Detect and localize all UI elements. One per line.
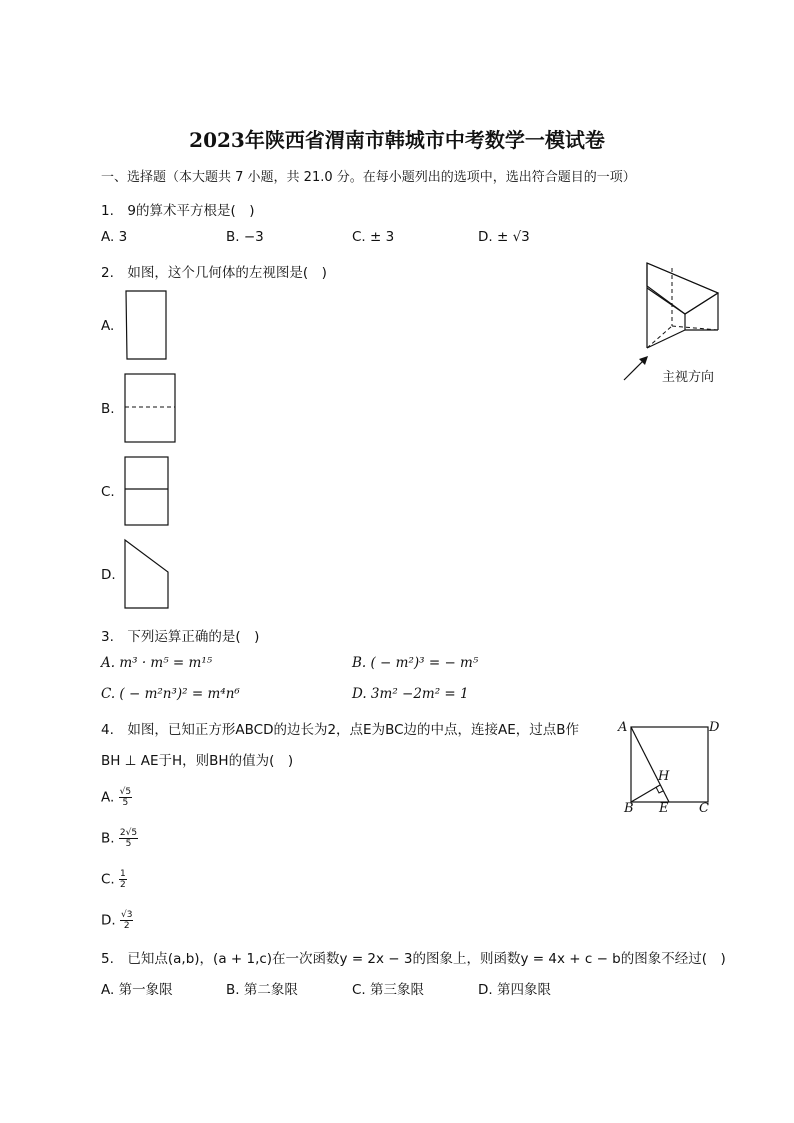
- q5-option-b[interactable]: B. 第二象限: [226, 982, 298, 998]
- q4-label-d: D: [709, 720, 720, 735]
- q4-option-b-letter: B.: [101, 830, 115, 847]
- q1-option-c[interactable]: C. ± 3: [352, 229, 395, 245]
- q3-option-a[interactable]: A. m³ · m⁵ = m¹⁵: [101, 655, 213, 671]
- q4-option-a-den: 5: [122, 798, 129, 808]
- q5-option-c[interactable]: C. 第三象限: [352, 982, 425, 998]
- q4-label-e: E: [659, 801, 669, 816]
- q4-stem-line2: BH ⊥ AE于H，则BH的值为( ): [101, 753, 294, 769]
- q4-option-d-den: 2: [123, 921, 130, 931]
- q4-option-c-num: 1: [120, 869, 126, 879]
- q4-option-a[interactable]: [101, 787, 132, 808]
- section-header: 一、选择题（本大题共 7 小题，共 21.0 分。在每小题列出的选项中，选出符合题目的一项）: [101, 170, 636, 185]
- q3-stem: 3. 下列运算正确的是( ): [101, 629, 260, 645]
- q4-option-c-den: 2: [120, 880, 126, 890]
- q2-option-c[interactable]: C.: [101, 484, 115, 500]
- q4-option-c[interactable]: [101, 869, 127, 890]
- q4-option-d-letter: D.: [101, 912, 116, 929]
- q2-stem: 2. 如图，这个几何体的左视图是( ): [101, 265, 327, 281]
- q4-option-a-fraction: [119, 787, 132, 808]
- q2-figure-caption: 主视方向: [662, 370, 715, 385]
- q1-stem: 1. 9的算术平方根是( ): [101, 203, 255, 219]
- q2-option-d-figure: [124, 539, 170, 611]
- q4-option-d-fraction: [120, 910, 133, 931]
- q2-option-c-figure: [124, 456, 170, 528]
- q4-label-a: A: [618, 720, 628, 735]
- q2-option-a-figure: [124, 290, 168, 362]
- q3-option-d[interactable]: D. 3m² −2m² = 1: [352, 686, 469, 702]
- q4-label-b: B: [624, 801, 634, 816]
- q4-option-b-num: 2√5: [119, 828, 138, 838]
- q3-option-b[interactable]: B. ( − m²)³ = − m⁵: [352, 655, 479, 671]
- q4-option-d-num: √3: [120, 910, 133, 920]
- q1-option-b[interactable]: B. −3: [226, 229, 264, 245]
- q2-option-a[interactable]: A.: [101, 318, 115, 334]
- q5-option-d[interactable]: D. 第四象限: [478, 982, 551, 998]
- q4-option-a-letter: A.: [101, 789, 115, 806]
- q4-label-h: H: [658, 769, 670, 784]
- page-title: 2023年陕西省渭南市韩城市中考数学一模试卷: [189, 128, 605, 152]
- q4-option-d[interactable]: [101, 910, 133, 931]
- q1-option-d[interactable]: D. ± √3: [478, 229, 530, 245]
- q4-option-b-fraction: [119, 828, 138, 849]
- q4-option-a-num: √5: [119, 787, 132, 797]
- q4-option-b[interactable]: [101, 828, 138, 849]
- q3-option-c[interactable]: C. ( − m²n³)² = m⁴n⁶: [101, 686, 240, 702]
- q4-stem-line1: 4. 如图，已知正方形ABCD的边长为2，点E为BC边的中点，连接AE，过点B作: [101, 722, 580, 738]
- q5-stem: 5. 已知点(a,b)，(a + 1,c)在一次函数y = 2x − 3的图象上，则函数y = 4x + c − b的图象不经过( ): [101, 951, 726, 967]
- q4-option-c-letter: C.: [101, 871, 115, 888]
- q2-option-b-figure: [124, 373, 176, 445]
- q5-option-a[interactable]: A. 第一象限: [101, 982, 173, 998]
- q2-option-d[interactable]: D.: [101, 567, 116, 583]
- q2-option-b[interactable]: B.: [101, 401, 115, 417]
- q4-option-b-den: 5: [125, 839, 132, 849]
- q4-option-c-fraction: [119, 869, 127, 890]
- q4-label-c: C: [699, 801, 709, 816]
- q1-option-a[interactable]: A. 3: [101, 229, 128, 245]
